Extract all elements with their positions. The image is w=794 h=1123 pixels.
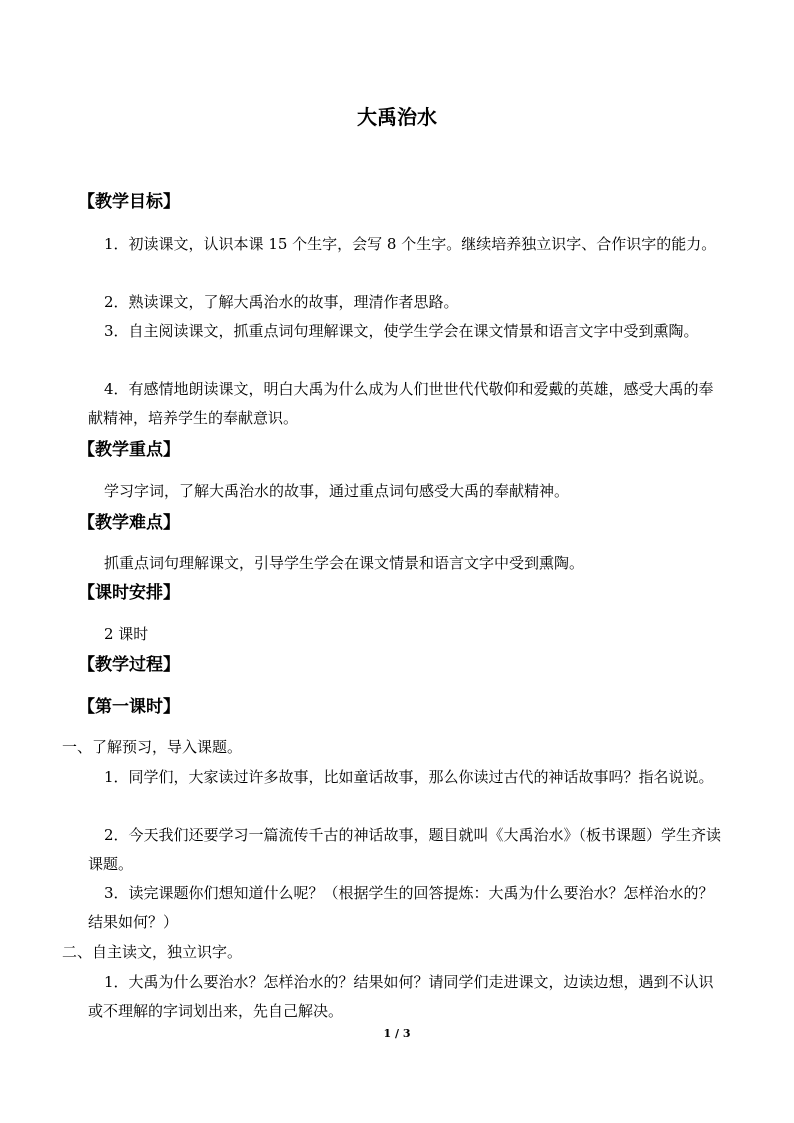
difficulties-text: 抓重点词句理解课文，引导学生学会在课文情景和语言文字中受到熏陶。 — [104, 554, 585, 572]
goal-item-1: 1．初读课文，认识本课 15 个生字，会写 8 个生字。继续培养独立识字、合作识字的能力。 — [104, 235, 717, 253]
goals-heading: 【教学目标】 — [78, 192, 180, 212]
process-heading: 【教学过程】 — [78, 655, 180, 675]
page-number: 1 / 3 — [383, 1027, 411, 1040]
schedule-heading: 【课时安排】 — [78, 583, 180, 603]
key-points-heading: 【教学重点】 — [78, 440, 180, 460]
lesson1-heading: 【第一课时】 — [78, 697, 180, 717]
section2-title: 二、自主读文，独立识字。 — [62, 943, 243, 961]
section1-item-3: 3．读完课题你们想知道什么呢？（根据学生的回答提炼：大禹为什么要治水？怎样治水的？结果如何？） — [88, 884, 714, 931]
difficulties-heading: 【教学难点】 — [78, 513, 180, 533]
section1-item-2: 2．今天我们还要学习一篇流传千古的神话故事，题目就叫《大禹治水》（板书课题）学生齐读课题。 — [88, 826, 722, 873]
schedule-text: 2 课时 — [104, 625, 149, 643]
goal-item-4: 4．有感情地朗读课文，明白大禹为什么成为人们世世代代敬仰和爱戴的英雄，感受大禹的奉献精神，培养学生的奉献意识。 — [88, 380, 714, 427]
section1-item-1: 1．同学们，大家读过许多故事，比如童话故事，那么你读过古代的神话故事吗？指名说说。 — [104, 768, 714, 786]
section1-title: 一、了解预习，导入课题。 — [62, 738, 243, 756]
section2-item-1: 1．大禹为什么要治水？怎样治水的？结果如何？请同学们走进课文，边读边想，遇到不认识或不理解的字词划出来，先自己解决。 — [88, 973, 714, 1020]
key-points-text: 学习字词，了解大禹治水的故事，通过重点词句感受大禹的奉献精神。 — [104, 482, 570, 500]
goal-item-3: 3．自主阅读课文，抓重点词句理解课文，使学生学会在课文情景和语言文字中受到熏陶。 — [104, 322, 699, 340]
goal-item-2: 2．熟读课文，了解大禹治水的故事，理清作者思路。 — [104, 293, 459, 311]
document-title: 大禹治水 — [357, 105, 437, 129]
